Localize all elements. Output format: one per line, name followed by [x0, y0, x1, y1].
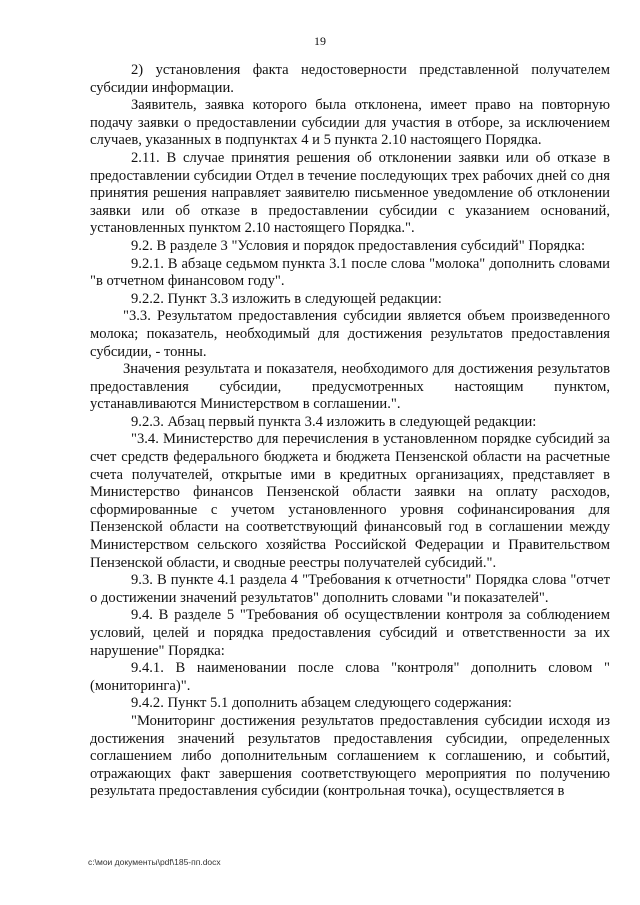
paragraph: 9.2. В разделе 3 "Условия и порядок предоставления субсидий" Порядка: — [131, 237, 585, 254]
paragraph: 9.3. В пункте 4.1 раздела 4 "Требования к отчетности" Порядка слова "отчет о достижении значений результатов" дополнить словами "и показателей". — [90, 572, 610, 606]
paragraph: 9.2.2. Пункт 3.3 изложить в следующей редакции: — [131, 290, 442, 307]
paragraph: 9.4.2. Пункт 5.1 дополнить абзацем следующего содержания: — [131, 695, 512, 712]
paragraph: 9.2.1. В абзаце седьмом пункта 3.1 после слова "молока" дополнить словами "в отчетном финансовом году". — [90, 255, 610, 290]
paragraph: 9.4. В разделе 5 "Требования об осуществлении контроля за соблюдением условий, целей и порядка предоставления субсидий и ответственности за их нарушение" Порядка: — [90, 607, 610, 659]
document-body — [90, 62, 610, 801]
paragraph: 9.2.3. Абзац первый пункта 3.4 изложить в следующей редакции: — [131, 413, 537, 430]
paragraph: 2.11. В случае принятия решения об отклонении заявки или об отказе в предоставлении субсидии Отдел в течение последующих трех рабочих дней со дня принятия решения направляет заявителю письменное уведомление об отклонении заявки или об отказе в предоставлении субсидии с указанием оснований, установленных пунктом 2.10 настоящего Порядка.". — [90, 149, 610, 237]
paragraph: "3.3. Результатом предоставления субсидии является объем произведенного молока; показатель, необходимый для достижения результатов предоставления субсидии, - тонны. — [90, 308, 610, 360]
paragraph: Заявитель, заявка которого была отклонена, имеет право на повторную подачу заявки о предоставлении субсидии для участия в отборе, за исключением случаев, указанных в подпунктах 4 и 5 пункта 2.10 настоящего Порядка. — [90, 97, 610, 149]
page-number: 19 — [314, 34, 326, 48]
paragraph: "3.4. Министерство для перечисления в установленном порядке субсидий за счет средств федерального бюджета и бюджета Пензенской области на расчетные счета получателей, открытые ими в кредитных организациях, представляет в Министерство финансов Пензенской области заявки на оплату расходов, сформированные с учетом установленного уровня софинансирования для Пензенской области на соответствующий финансовый год в соглашении между Министерством сельского хозяйства Российской Федерации и Правительством Пензенской области, и сводные реестры получателей субсидий.". — [90, 431, 610, 571]
paragraph: 9.4.1. В наименовании после слова "контроля" дополнить словом "(мониторинга)". — [90, 660, 610, 694]
paragraph: "Мониторинг достижения результатов предоставления субсидии исходя из достижения значений результатов предоставления субсидии, определенных соглашением либо дополнительным соглашением к соглашению, и событий, отражающих факт завершения соответствующего мероприятия по получению результата предоставления субсидии (контрольная точка), осуществляется в — [90, 712, 610, 800]
paragraph: 2) установления факта недостоверности представленной получателем субсидии информации. — [90, 62, 610, 96]
footer-file-path: c:\мои документы\pdf\185-пп.docx — [88, 857, 221, 867]
paragraph: Значения результата и показателя, необходимого для достижения результатов предоставления субсидии, предусмотренных настоящим пунктом, устанавливаются Министерством в соглашении.". — [90, 361, 610, 413]
